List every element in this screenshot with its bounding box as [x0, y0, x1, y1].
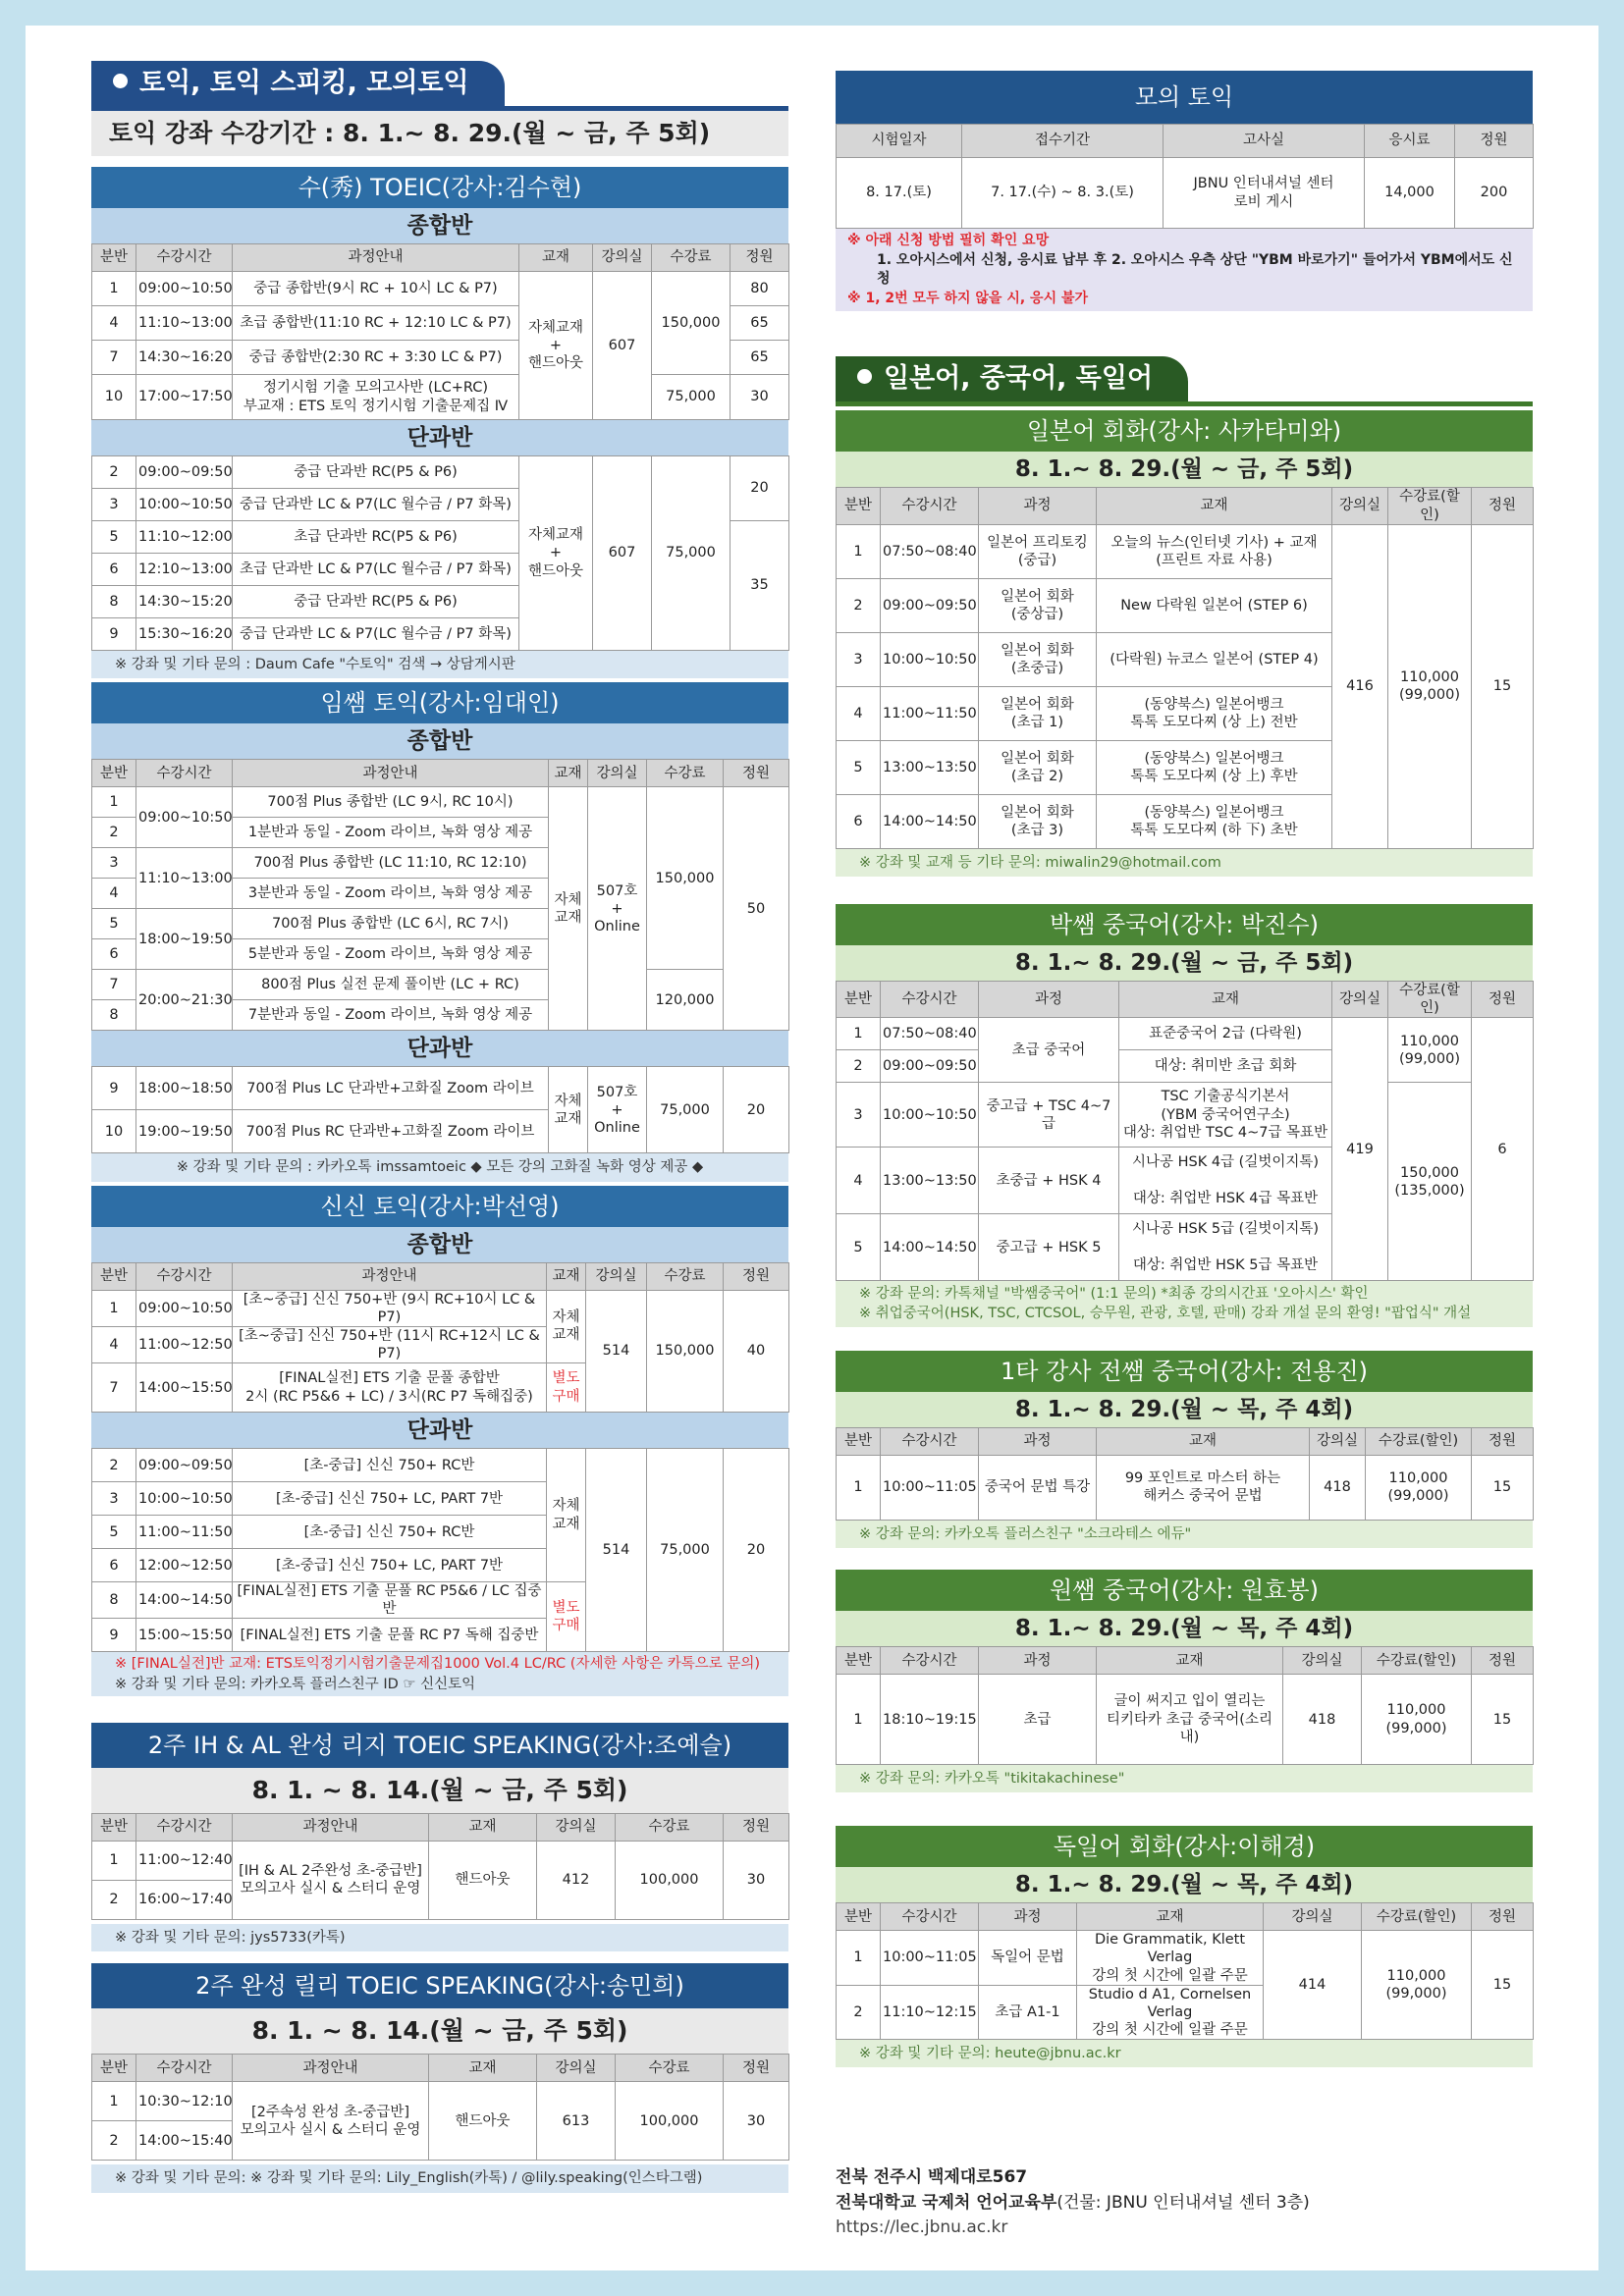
song-period: 8. 1. ~ 8. 14.(월 ~ 금, 주 5회) [91, 2008, 788, 2054]
won-title: 원쌤 중국어(강사: 원효봉) [836, 1570, 1533, 1611]
bullet-icon [113, 74, 128, 88]
table-row: 1 09:00~10:50 700점 Plus 종합반 (LC 9시, RC 10시) 자체 교재 507호 + Online 150,000 50 [92, 787, 789, 818]
jp-table [836, 487, 1534, 848]
table-row: 5 11:00~11:50 [초-중급] 신신 750+ RC반 [92, 1516, 789, 1549]
table-row: 1 10:00~11:05 중국어 문법 특강 99 포인트로 마스터 하는 해커스 중국어 문법 418 110,000 (99,000) 15 [837, 1455, 1534, 1520]
table-header-row: 분반 수강시간 과정 교재 강의실 수강료(할인) 정원 [837, 1427, 1534, 1455]
table-row: 5 13:00~13:50 일본어 회화 (초급 2) (동양북스) 일본어뱅크 톡톡 도모다찌 (상 上) 후반 [837, 740, 1534, 794]
textbook-cell: 자체교재 + 핸드아웃 [519, 456, 593, 651]
table-row: 2 09:00~09:50 중급 단과반 RC(P5 & P6) 자체교재 + 핸드아웃 607 75,000 20 [92, 456, 789, 489]
table-header-row: 분반 수강시간 과정안내 교재 강의실 수강료 정원 [92, 2055, 789, 2082]
de-period: 8. 1.~ 8. 29.(월 ~ 목, 주 4회) [836, 1867, 1533, 1902]
table-header-row: 분반 수강시간 과정안내 교재 강의실 수강료 정원 [92, 1813, 789, 1841]
table-row: 2 16:00~17:40 [92, 1880, 789, 1919]
lang-column [836, 71, 1533, 2067]
textbook-cell: 자체 교재 [547, 1449, 586, 1582]
mock-toeic-title: 모의 토익 [836, 71, 1533, 124]
table-row: 4 13:00~13:50 초중급 + HSK 4 시나공 HSK 4급 (길벗이지톡) 대상: 취업반 HSK 4급 목표반 [837, 1148, 1534, 1214]
textbook-cell: 자체 교재 [549, 1067, 588, 1153]
table-row: 8 14:30~15:20 중급 단과반 RC(P5 & P6) [92, 586, 789, 618]
table-header-row: 분반 수강시간 과정안내 교재 강의실 수강료 정원 [92, 1262, 789, 1290]
sin-sub-dangwa: 단과반 [91, 1413, 788, 1448]
sin-jonghap-table [91, 1262, 789, 1414]
table-row: 9 15:00~15:50 [FINAL실전] ETS 기출 문풀 RC P7 독해 집중반 [92, 1619, 789, 1652]
table-row: 2 09:00~09:50 대상: 취미반 초급 회화 [837, 1050, 1534, 1083]
kim-jonghap-table [91, 243, 789, 420]
cn-period: 8. 1.~ 8. 29.(월 ~ 금, 주 5회) [836, 945, 1533, 981]
table-row: 5 11:10~12:00 초급 단과반 RC(P5 & P6) 35 [92, 521, 789, 554]
table-row: 6 5분반과 동일 - Zoom 라이브, 녹화 영상 제공 [92, 939, 789, 970]
table-row: 1 09:00~10:50 [초~중급] 신신 750+반 (9시 RC+10시 LC & P7) 자체 교재 514 150,000 40 [92, 1290, 789, 1326]
sin-notes: ※ [FINAL실전]반 교재: ETS토익정기시험기출문제집1000 Vol.4 LC/RC (자세한 사항은 카톡으로 문의) ※ 강좌 및 기타 문의: 카카오톡 플러스친구 ID ☞ 신신토익 [91, 1652, 788, 1696]
table-row: 4 11:10~13:00 초급 종합반(11:10 RC + 12:10 LC & P7) 65 [92, 306, 789, 341]
table-row: 3 10:00~10:50 중급 단과반 LC & P7(LC 월수금 / P7 화목) [92, 489, 789, 521]
table-row: 6 14:00~14:50 일본어 회화 (초급 3) (동양북스) 일본어뱅크 톡톡 도모다찌 (하 下) 초반 [837, 794, 1534, 848]
jeon-table [836, 1427, 1534, 1521]
lim-toeic-title: 임쌤 토익(강사:임대인) [91, 682, 788, 723]
website-link[interactable]: https://lec.jbnu.ac.kr [836, 2217, 1008, 2237]
org-line: 전북대학교 국제처 언어교육부(건물: JBNU 인터내셔널 센터 3층) [836, 2192, 1310, 2213]
table-header-row: 분반 수강시간 과정 교재 강의실 수강료(할인) 정원 [837, 488, 1534, 524]
lim-dangwa-table [91, 1066, 789, 1153]
jp-period: 8. 1.~ 8. 29.(월 ~ 금, 주 5회) [836, 452, 1533, 487]
address-block [836, 2165, 1310, 2241]
cn-table [836, 981, 1534, 1281]
table-row: 7 20:00~21:30 800점 Plus 실전 문제 풀이반 (LC + RC) 120,000 [92, 970, 789, 1000]
won-period: 8. 1.~ 8. 29.(월 ~ 목, 주 4회) [836, 1611, 1533, 1646]
table-row: 3 10:00~10:50 일본어 회화 (초중급) (다락원) 뉴코스 일본어 (STEP 4) [837, 632, 1534, 686]
jp-note: ※ 강좌 및 교재 등 기타 문의: miwalin29@hotmail.com [836, 849, 1533, 877]
textbook-cell: 자체교재 + 핸드아웃 [519, 272, 593, 420]
jp-title: 일본어 회화(강사: 사카타미와) [836, 410, 1533, 452]
table-row: 6 12:00~12:50 [초-중급] 신신 750+ LC, PART 7반 [92, 1549, 789, 1582]
sin-dangwa-table [91, 1448, 789, 1652]
table-row: 3 10:00~10:50 중고급 + TSC 4~7급 TSC 기출공식기본서 (YBM 중국어연구소) 대상: 취업반 TSC 4~7급 목표반 150,000 (135,000) [837, 1083, 1534, 1148]
table-row: 4 3분반과 동일 - Zoom 라이브, 녹화 영상 제공 [92, 879, 789, 909]
table-row: 1 10:00~11:05 독일어 문법 Die Grammatik, Klett Verlag 강의 첫 시간에 일괄 주문 414 110,000 (99,000) 15 [837, 1931, 1534, 1985]
table-row: 5 18:00~19:50 700점 Plus 종합반 (LC 6시, RC 7시) [92, 909, 789, 939]
lim-sub-jonghap: 종합반 [91, 723, 788, 759]
song-speaking-title: 2주 완성 릴리 TOEIC SPEAKING(강사:송민희) [91, 1963, 788, 2008]
table-row: 2 14:00~15:40 [92, 2121, 789, 2161]
table-row: 8. 17.(토) 7. 17.(수) ~ 8. 3.(토) JBNU 인터내셔널 센터 로비 게시 14,000 200 [837, 158, 1534, 229]
kim-note: ※ 강좌 및 기타 문의 : Daum Cafe "수토익" 검색 → 상담게시판 [91, 651, 788, 678]
table-header-row: 분반 수강시간 과정안내 교재 강의실 수강료 정원 [92, 244, 789, 272]
cho-note: ※ 강좌 및 기타 문의: jys5733(카톡) [91, 1924, 788, 1951]
lim-note: ※ 강좌 및 기타 문의 : 카카오톡 imssamtoeic ◆ 모든 강의 고화질 녹화 영상 제공 ◆ [91, 1153, 788, 1181]
address-line: 전북 전주시 백제대로567 [836, 2167, 1028, 2187]
table-header-row: 분반 수강시간 과정 교재 강의실 수강료(할인) 정원 [837, 1903, 1534, 1931]
sin-toeic-title: 신신 토익(강사:박선영) [91, 1186, 788, 1227]
table-row: 4 11:00~11:50 일본어 회화 (초급 1) (동양북스) 일본어뱅크 톡톡 도모다찌 (상 上) 전반 [837, 686, 1534, 740]
table-row: 1 18:10~19:15 초급 글이 써지고 입이 열리는 티키타카 초급 중국어(소리내) 418 110,000 (99,000) 15 [837, 1675, 1534, 1765]
de-note: ※ 강좌 및 기타 문의: heute@jbnu.ac.kr [836, 2040, 1533, 2067]
table-header-row: 분반 수강시간 과정안내 교재 강의실 수강료 정원 [92, 760, 789, 787]
table-row: 8 7분반과 동일 - Zoom 라이브, 녹화 영상 제공 [92, 1000, 789, 1031]
table-row: 1 11:00~12:40 [IH & AL 2주완성 초-중급반] 모의고사 실시 & 스터디 운영 핸드아웃 412 100,000 30 [92, 1841, 789, 1880]
table-row: 7 14:30~16:20 중급 종합반(2:30 RC + 3:30 LC & P7) 65 [92, 341, 789, 375]
table-row: 2 09:00~09:50 일본어 회화 (중상급) New 다락원 일본어 (STEP 6) [837, 578, 1534, 632]
kim-sub-jonghap: 종합반 [91, 208, 788, 243]
toeic-period: 토익 강좌 수강기간 : 8. 1.~ 8. 29.(월 ~ 금, 주 5회) [91, 111, 788, 156]
table-row: 2 11:10~12:15 초급 A1-1 Studio d A1, Cornelsen Verlag 강의 첫 시간에 일괄 주문 [837, 1985, 1534, 2039]
lang-heading-wrap [836, 356, 1533, 406]
table-row: 1 07:50~08:40 초급 중국어 표준중국어 2급 (다락원) 419 110,000 (99,000) 6 [837, 1018, 1534, 1050]
cho-table [91, 1813, 789, 1920]
table-row: 7 14:00~15:50 [FINAL실전] ETS 기출 문풀 종합반 2시 (RC P5&6 + LC) / 3시(RC P7 독해집중) 별도 구매 [92, 1363, 789, 1413]
table-row: 4 11:00~12:50 [초~중급] 신신 750+반 (11시 RC+12시 LC & P7) [92, 1326, 789, 1362]
toeic-section-heading: 토익, 토익 스피킹, 모의토익 [91, 61, 505, 106]
bullet-icon [857, 369, 872, 384]
kim-sub-dangwa: 단과반 [91, 420, 788, 455]
table-row: 6 12:10~13:00 초급 단과반 LC & P7(LC 월수금 / P7 화목) [92, 554, 789, 586]
kim-toeic-title: 수(秀) TOEIC(강사:김수현) [91, 167, 788, 208]
table-row: 8 14:00~14:50 [FINAL실전] ETS 기출 문풀 RC P5&6 / LC 집중반 별도 구매 [92, 1582, 789, 1619]
cn-notes: ※ 강좌 문의: 카톡채널 "박쌤중국어" (1:1 문의) *최종 강의시간표 '오아시스' 확인 ※ 취업중국어(HSK, TSC, CTCSOL, 승무원, 관광, 호텔, 판매) 강좌 개설 문의 환영! "팝업식" 개설 [836, 1281, 1533, 1327]
cho-period: 8. 1. ~ 8. 14.(월 ~ 금, 주 5회) [91, 1768, 788, 1813]
won-note: ※ 강좌 문의: 카카오톡 "tikitakachinese" [836, 1765, 1533, 1792]
table-header-row: 분반 수강시간 과정 교재 강의실 수강료(할인) 정원 [837, 981, 1534, 1017]
table-row: 3 10:00~10:50 [초-중급] 신신 750+ LC, PART 7반 [92, 1482, 789, 1516]
song-table [91, 2054, 789, 2161]
table-row: 2 1분반과 동일 - Zoom 라이브, 녹화 영상 제공 [92, 818, 789, 848]
table-row: 3 11:10~13:00 700점 Plus 종합반 (LC 11:10, RC 12:10) [92, 848, 789, 879]
sin-sub-jonghap: 종합반 [91, 1227, 788, 1262]
won-table [836, 1646, 1534, 1765]
table-row: 5 14:00~14:50 중고급 + HSK 5 시나공 HSK 5급 (길벗이지톡) 대상: 취업반 HSK 5급 목표반 [837, 1214, 1534, 1281]
table-header-row: 시험일자 접수기간 고사실 응시료 정원 [837, 125, 1534, 158]
table-row: 1 10:30~12:10 [2주속성 완성 초-중급반] 모의고사 실시 & 스터디 운영 핸드아웃 613 100,000 30 [92, 2082, 789, 2121]
de-title: 독일어 회화(강사:이해경) [836, 1826, 1533, 1867]
toeic-column [91, 61, 788, 2193]
table-row: 2 09:00~09:50 [초-중급] 신신 750+ RC반 자체 교재 514 75,000 20 [92, 1449, 789, 1482]
cn-title: 박쌤 중국어(강사: 박진수) [836, 904, 1533, 945]
lim-jonghap-table [91, 759, 789, 1031]
table-row: 9 15:30~16:20 중급 단과반 LC & P7(LC 월수금 / P7 화목) [92, 618, 789, 651]
table-row: 10 19:00~19:50 700점 Plus RC 단과반+고화질 Zoom 라이브 [92, 1110, 789, 1153]
jeon-title: 1타 강사 전쌤 중국어(강사: 전용진) [836, 1351, 1533, 1392]
table-row: 1 09:00~10:50 중급 종합반(9시 RC + 10시 LC & P7) 자체교재 + 핸드아웃 607 150,000 80 [92, 272, 789, 306]
kim-dangwa-table [91, 455, 789, 651]
table-row: 9 18:00~18:50 700점 Plus LC 단과반+고화질 Zoom 라이브 자체 교재 507호 + Online 75,000 20 [92, 1067, 789, 1110]
table-header-row: 분반 수강시간 과정 교재 강의실 수강료(할인) 정원 [837, 1647, 1534, 1675]
mock-toeic-table [836, 124, 1534, 229]
song-note: ※ 강좌 및 기타 문의: ※ 강좌 및 기타 문의: Lily_English(카톡) / @lily.speaking(인스타그램) [91, 2164, 788, 2192]
jeon-period: 8. 1.~ 8. 29.(월 ~ 목, 주 4회) [836, 1392, 1533, 1427]
lim-sub-dangwa: 단과반 [91, 1031, 788, 1066]
textbook-cell: 자체 교재 [547, 1290, 586, 1363]
heading-underline [836, 401, 1533, 406]
textbook-cell: 자체 교재 [549, 787, 588, 1031]
mock-notes: ※ 아래 신청 방법 필히 확인 요망 1. 오아시스에서 신청, 응시료 납부 후 2. 오아시스 우측 상단 "YBM 바로가기" 들어가서 YBM에서도 신청 ※ 1, 2번 모두 하지 않을 시, 응시 불가 [836, 229, 1533, 311]
cho-speaking-title: 2주 IH & AL 완성 리지 TOEIC SPEAKING(강사:조예슬) [91, 1723, 788, 1768]
table-row: 10 17:00~17:50 정기시험 기출 모의고사반 (LC+RC) 부교재 : ETS 토익 정기시험 기출문제집 Ⅳ 75,000 30 [92, 375, 789, 420]
de-table [836, 1902, 1534, 2040]
table-row: 1 07:50~08:40 일본어 프리토킹 (중급) 오늘의 뉴스(인터넷 기사) + 교재 (프린트 자료 사용) 416 110,000 (99,000) 15 [837, 524, 1534, 578]
lang-section-heading: 일본어, 중국어, 독일어 [836, 356, 1188, 401]
jeon-note: ※ 강좌 문의: 카카오톡 플러스친구 "소크라테스 에듀" [836, 1521, 1533, 1548]
